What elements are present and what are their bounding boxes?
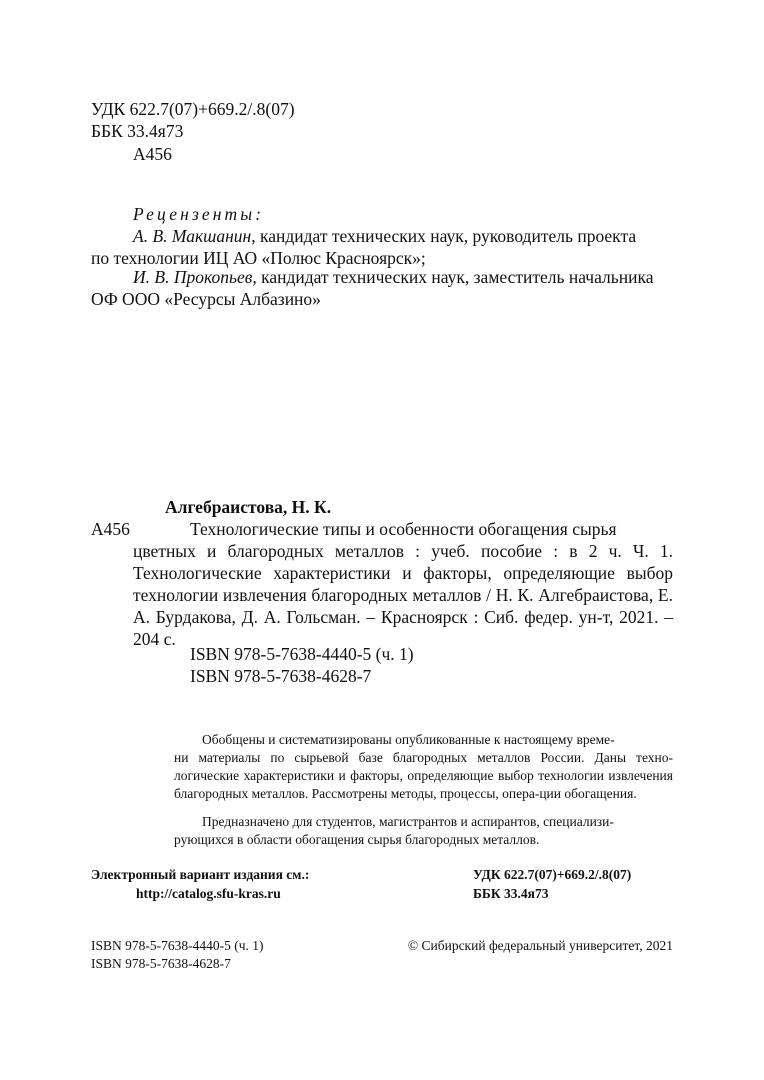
isbn-full-bottom: ISBN 978-5-7638-4628-7: [91, 956, 231, 971]
bbk-code-bottom: ББК 33.4я73: [473, 886, 549, 901]
udk-code: УДК 622.7(07)+669.2/.8(07): [91, 99, 295, 119]
bbk-code: ББК 33.4я73: [91, 121, 184, 141]
reviewer-name: И. В. Прокопьев: [133, 267, 253, 287]
audience-first-line: Предназначено для студентов, магистрантов и аспирантов, специализи-: [202, 814, 614, 829]
author-sign: А456: [133, 144, 172, 164]
catalog-url-link[interactable]: http://catalog.sfu-kras.ru: [136, 886, 281, 901]
catalog-author: Алгебраистова, Н. К.: [165, 497, 332, 517]
udk-code-bottom: УДК 622.7(07)+669.2/.8(07): [473, 867, 632, 882]
reviewer-name: А. В. Макшанин: [133, 226, 252, 246]
reviewer-title: , кандидат технических наук, руководитель проекта: [251, 226, 637, 246]
catalog-sign: А456: [91, 519, 130, 539]
reviewer-entry: [91, 266, 673, 310]
catalog-description: [133, 518, 673, 651]
reviewers-heading: Рецензенты:: [133, 204, 265, 224]
copyright-notice: © Сибирский федеральный университет, 2021: [407, 938, 673, 953]
annotation-paragraph: [174, 731, 673, 803]
catalog-isbn-part: ISBN 978-5-7638-4440-5 (ч. 1): [190, 644, 414, 664]
catalog-isbn-full: ISBN 978-5-7638-4628-7: [190, 666, 372, 686]
isbn-part-bottom: ISBN 978-5-7638-4440-5 (ч. 1): [91, 938, 264, 953]
annotation-first-line: Обобщены и систематизированы опубликованные к настоящему време-: [202, 732, 615, 747]
audience-text: рующихся в области обогащения сырья благородных металлов.: [174, 832, 540, 847]
reviewer-title-cont: по технологии ИЦ АО «Полюс Красноярск»;: [91, 248, 426, 268]
catalog-description-text: цветных и благородных металлов : учеб. пособие : в 2 ч. Ч. 1. Технологические характеристики и факторы, определяющие выбор технологии извлечения благородных металлов / Н. К. Алгебраистова, Е. А. Бурдакова, Д. А. Гольсман. – Красноярск : Сиб. федер. ун-т, 2021. – 204 с.: [133, 541, 673, 650]
annotation-text: ни материалы по сырьевой базе благородных металлов России. Даны техно-логические характеристики и факторы, определяющие выбор технологии извлечения благородных металлов. Рассмотрены методы, процессы, опера-ции обогащения.: [174, 750, 673, 801]
electronic-label: Электронный вариант издания см.:: [91, 867, 310, 882]
catalog-title-line: Технологические типы и особенности обогащения сырья: [190, 519, 617, 539]
reviewer-title-cont: ОФ ООО «Ресурсы Албазино»: [91, 289, 321, 309]
reviewer-entry: [91, 225, 673, 269]
reviewer-title: , кандидат технических наук, заместитель начальника: [252, 267, 654, 287]
audience-paragraph: [174, 813, 673, 849]
